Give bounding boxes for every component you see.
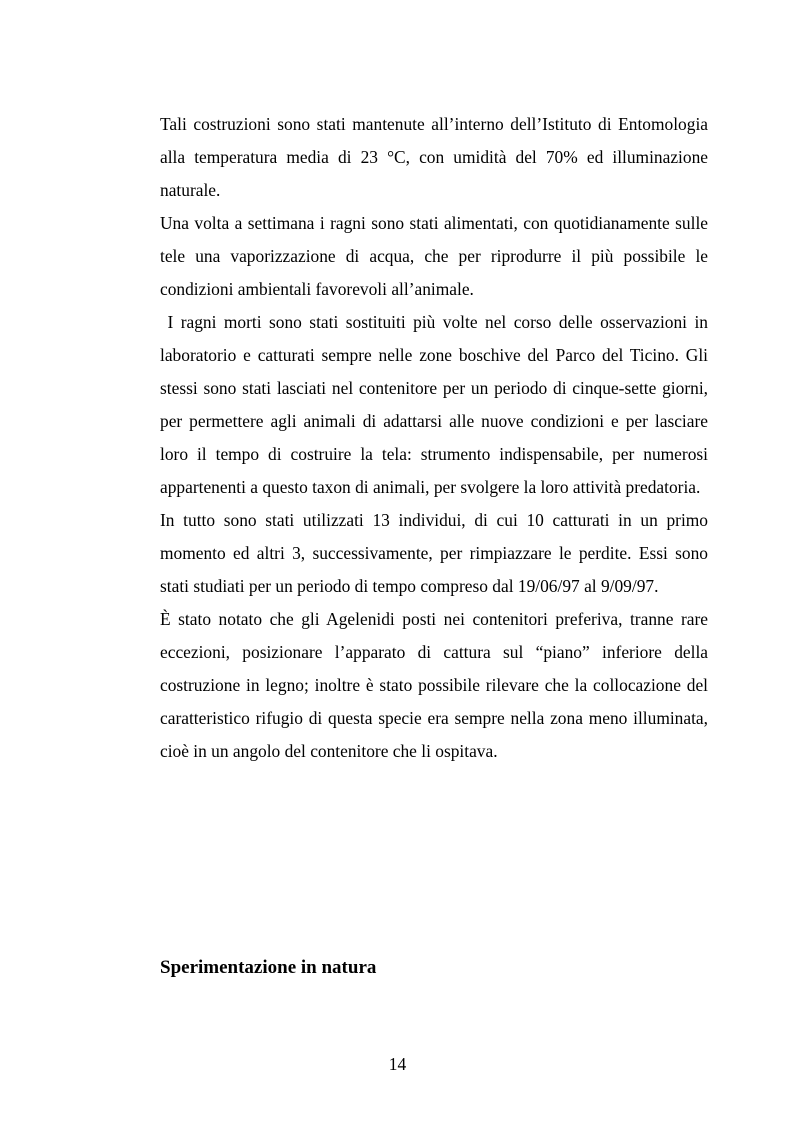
body-text — [160, 108, 713, 768]
page-number: 14 — [388, 1054, 407, 1074]
paragraph-5: È stato notato che gli Agelenidi posti nei contenitori preferiva, tranne rare eccezioni, posizionare l’apparato di cattura sul “piano” inferiore della costruzione in legno; inoltre è stato possibile rilevare che la collocazione del caratteristico rifugio di questa specie era sempre nella zona meno illuminata, cioè in un angolo del contenitore che li ospitava. — [160, 609, 708, 761]
section-heading: Sperimentazione in natura — [160, 957, 377, 978]
paragraph-1: Tali costruzioni sono stati mantenute all’interno dell’Istituto di Entomologia alla temperatura media di 23 °C, con umidità del 70% ed illuminazione naturale. — [160, 114, 708, 200]
paragraph-2: Una volta a settimana i ragni sono stati alimentati, con quotidianamente sulle tele una vaporizzazione di acqua, che per riprodurre il più possibile le condizioni ambientali favorevoli all’animale. — [160, 213, 708, 299]
paragraph-3: I ragni morti sono stati sostituiti più volte nel corso delle osservazioni in laboratorio e catturati sempre nelle zone boschive del Parco del Ticino. Gli stessi sono stati lasciati nel contenitore per un periodo di cinque-sette giorni, per permettere agli animali di adattarsi alle nuove condizioni e per lasciare loro il tempo di costruire la tela: strumento indispensabile, per numerosi appartenenti a questo taxon di animali, per svolgere la loro attività predatoria. — [160, 312, 713, 497]
paragraph-4: In tutto sono stati utilizzati 13 individui, di cui 10 catturati in un primo momento ed altri 3, successivamente, per rimpiazzare le perdite. Essi sono stati studiati per un periodo di tempo compreso dal 19/06/97 al 9/09/97. — [160, 510, 708, 596]
